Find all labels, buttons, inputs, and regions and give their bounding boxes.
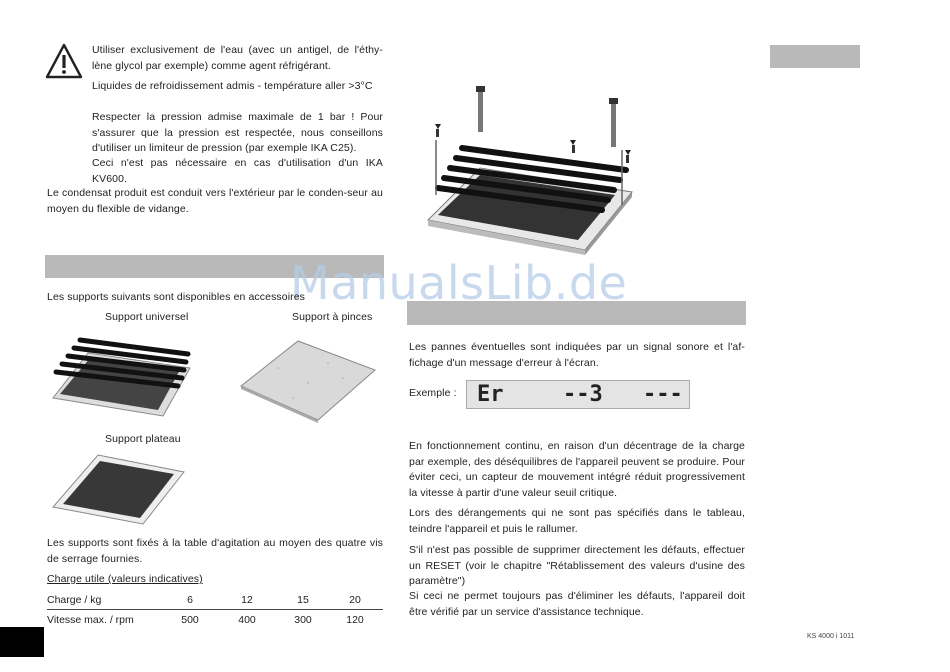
page-corner-block: [0, 627, 44, 657]
warning-text-1: Utiliser exclusivement de l'eau (avec un antigel, de l'éthy-lène glycol par exemple) comme agent réfrigérant.: [92, 44, 383, 72]
errors-text-1: En fonctionnement continu, en raison d'un décentrage de la charge par exemple, des déséquilibres de l'appareil peuvent se produire. Pour éviter ceci, un capteur de mouvement intégré réduit progressivement la vitesse à partir d'une valeur seuil critique.: [409, 440, 745, 499]
table-cell: 20: [349, 593, 361, 606]
error-display-right: ---: [643, 382, 683, 407]
table-cell: 120: [346, 613, 364, 626]
support-pinces-image: [238, 338, 378, 423]
table-cell: 300: [294, 613, 312, 626]
error-display-left: Er: [477, 382, 504, 407]
error-display-middle: --3: [563, 382, 603, 407]
shaker-table-illustration: [410, 80, 635, 255]
load-table-title: Charge utile (valeurs indicatives): [47, 573, 203, 585]
table-cell: 500: [181, 613, 199, 626]
table-cell: 12: [241, 593, 253, 606]
error-display: [466, 380, 690, 409]
errors-intro: Les pannes éventuelles sont indiquées par un signal sonore et l'af-fichage d'un message d'erreur à l'écran.: [409, 341, 745, 369]
errors-text-2: Lors des dérangements qui ne sont pas spécifiés dans le tableau, teindre l'appareil et puis le rallumer.: [409, 507, 745, 535]
table-cell: 400: [238, 613, 256, 626]
watermark: ManualsLib.de: [290, 256, 628, 310]
row-label: Vitesse max. / rpm: [47, 613, 134, 626]
warning-text-4: Ceci n'est pas nécessaire en cas d'utilisation d'un IKA KV600.: [92, 157, 383, 185]
condensate-text: Le condensat produit est conduit vers l'extérieur par le conden-seur au moyen du flexible de vidange.: [47, 187, 383, 215]
load-table: [47, 590, 383, 629]
support-plateau-label: Support plateau: [105, 433, 181, 445]
warning-text-2: Liquides de refroidissement admis - température aller >3°C: [92, 80, 373, 92]
support-universel-image: [48, 328, 193, 418]
fixing-text: Les supports sont fixés à la table d'agitation au moyen des quatre vis de serrage fournies.: [47, 537, 383, 565]
errors-text-4: Si ceci ne permet toujours pas d'éliminer les défauts, l'appareil doit être vérifié par un service d'assistance technique.: [409, 590, 745, 618]
table-cell: 15: [297, 593, 309, 606]
section-tab: [770, 45, 860, 68]
support-universel-label: Support universel: [105, 311, 189, 323]
errors-text-3: S'il n'est pas possible de supprimer directement les défauts, effectuer un RESET (voir le chapitre "Rétablissement des valeurs d'usine des paramètre"): [409, 544, 745, 587]
page-footer: KS 4000 i 1011: [807, 633, 855, 640]
table-cell: 6: [187, 593, 193, 606]
warning-triangle-icon: [44, 42, 84, 80]
warning-text-3: Respecter la pression admise maximale de 1 bar ! Pour s'assurer que la pression est respectée, nous conseillons d'utiliser un limiteur de pression (par exemple IKA C25).: [92, 111, 383, 154]
row-label: Charge / kg: [47, 593, 102, 606]
table-row: [47, 610, 383, 630]
support-plateau-image: [48, 452, 188, 527]
accessories-intro: Les supports suivants sont disponibles en accessoires: [47, 291, 306, 303]
table-row: [47, 590, 383, 610]
example-label: Exemple :: [409, 387, 457, 399]
support-pinces-label: Support à pinces: [292, 311, 373, 323]
